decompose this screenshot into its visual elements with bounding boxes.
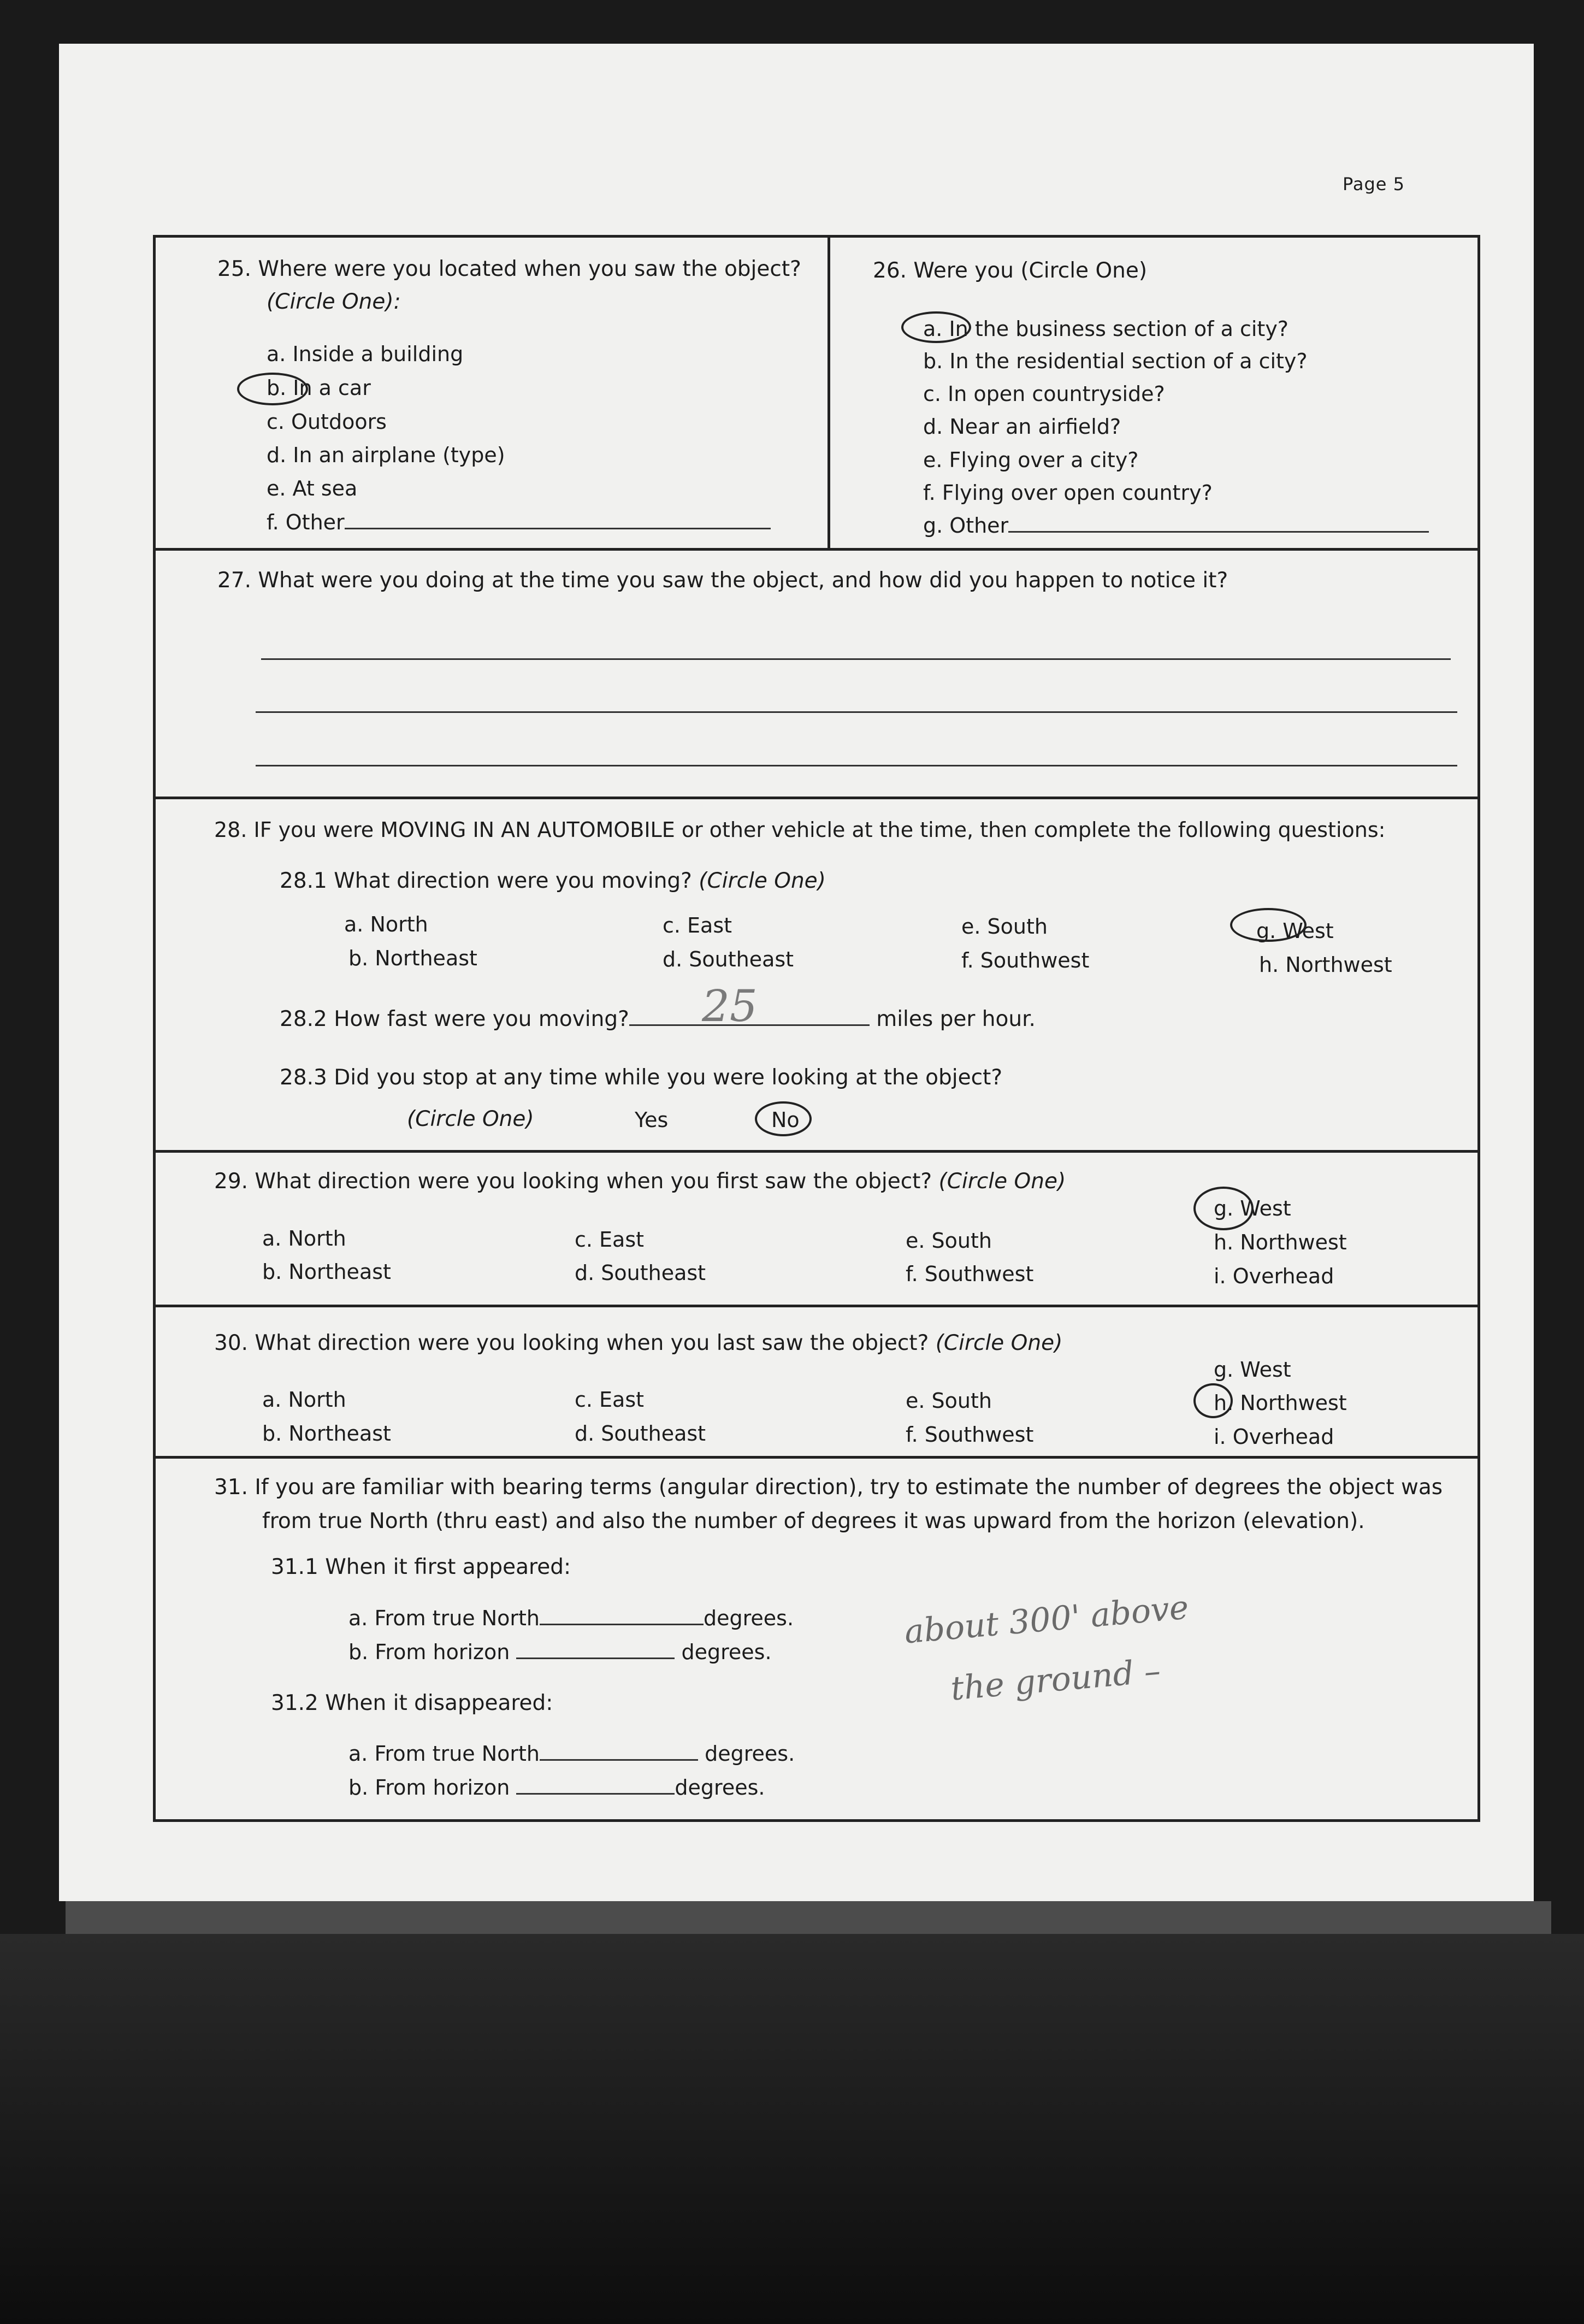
q28-3-circle-note: (Circle One) bbox=[407, 1107, 534, 1131]
q30-option-e[interactable]: e. South bbox=[906, 1389, 992, 1413]
q26-answer-circle bbox=[901, 311, 971, 343]
q25-subtitle: (Circle One): bbox=[267, 290, 401, 314]
q27-answer-line-3[interactable] bbox=[256, 765, 1457, 766]
q30-option-g[interactable]: g. West bbox=[1214, 1358, 1291, 1382]
q31-2-b-input[interactable] bbox=[516, 1777, 675, 1795]
divider-after-27 bbox=[153, 797, 1480, 799]
q25-option-a[interactable]: a. Inside a building bbox=[267, 342, 464, 366]
q31-2-b-row bbox=[348, 1776, 765, 1800]
q28-2-handwritten-answer: 25 bbox=[702, 981, 758, 1031]
q25-other-line[interactable] bbox=[345, 511, 771, 529]
q30-option-d[interactable]: d. Southeast bbox=[575, 1421, 706, 1446]
divider-after-29 bbox=[153, 1305, 1480, 1307]
q26-other-line[interactable] bbox=[1008, 515, 1429, 533]
q26-option-d[interactable]: d. Near an airfield? bbox=[923, 415, 1121, 439]
q25-option-b[interactable]: b. In a car bbox=[267, 376, 371, 400]
q25-title: 25. Where were you located when you saw the object? bbox=[217, 257, 801, 281]
q31-2-b-suffix: degrees. bbox=[675, 1776, 765, 1800]
q29-answer-circle bbox=[1193, 1187, 1254, 1230]
q31-1-b-suffix: degrees. bbox=[681, 1640, 772, 1664]
q25-option-c[interactable]: c. Outdoors bbox=[267, 410, 387, 434]
q25-option-d[interactable]: d. In an airplane (type) bbox=[267, 443, 505, 467]
q28-3-question: 28.3 Did you stop at any time while you were looking at the object? bbox=[280, 1065, 1003, 1090]
divider-after-25-26 bbox=[153, 548, 1480, 551]
paper-shadow bbox=[66, 1901, 1551, 1934]
q25-answer-circle bbox=[237, 373, 308, 405]
q31-1-a-label: a. From true North bbox=[348, 1606, 540, 1630]
q28-2-question: 28.2 How fast were you moving? bbox=[280, 1007, 629, 1031]
q31-1-a-row bbox=[348, 1606, 794, 1630]
q30-answer-circle bbox=[1193, 1383, 1233, 1418]
q31-2-a-suffix: degrees. bbox=[705, 1742, 795, 1766]
q31-text-line-2: from true North (thru east) and also the number of degrees it was upward from the horizon (elevation). bbox=[262, 1509, 1365, 1533]
q25-option-e[interactable]: e. At sea bbox=[267, 476, 358, 500]
q30-circle-note: (Circle One) bbox=[935, 1331, 1063, 1355]
q30-option-a[interactable]: a. North bbox=[262, 1388, 346, 1412]
divider-after-28 bbox=[153, 1150, 1480, 1153]
q28-3-option-no[interactable]: No bbox=[771, 1108, 800, 1132]
q31-1-a-suffix: degrees. bbox=[704, 1606, 794, 1630]
q26-option-g[interactable] bbox=[923, 514, 1429, 538]
q25-option-f[interactable] bbox=[267, 510, 771, 534]
q28-1-option-a[interactable]: a. North bbox=[344, 912, 428, 936]
q30-option-b[interactable]: b. Northeast bbox=[262, 1421, 391, 1446]
q29-option-g[interactable]: g. West bbox=[1214, 1196, 1291, 1220]
q29-option-i[interactable]: i. Overhead bbox=[1214, 1264, 1334, 1288]
q30-option-i[interactable]: i. Overhead bbox=[1214, 1425, 1334, 1449]
q29-option-b[interactable]: b. Northeast bbox=[262, 1260, 391, 1284]
q26-option-c[interactable]: c. In open countryside? bbox=[923, 382, 1165, 406]
q26-option-f[interactable]: f. Flying over open country? bbox=[923, 481, 1213, 505]
q30-option-f[interactable]: f. Southwest bbox=[906, 1423, 1034, 1447]
q31-text-line-1: 31. If you are familiar with bearing terms (angular direction), try to estimate the number of degrees the object was bbox=[214, 1475, 1443, 1500]
q29-question: 29. What direction were you looking when you first saw the object? bbox=[214, 1169, 932, 1194]
q29-circle-note: (Circle One) bbox=[938, 1169, 1066, 1194]
divider-25-26 bbox=[828, 235, 830, 549]
q31-1-b-input[interactable] bbox=[516, 1641, 675, 1659]
q26-option-g-label: g. Other bbox=[923, 514, 1009, 538]
q31-2-a-input[interactable] bbox=[540, 1743, 698, 1761]
q31-handwritten-note-line-2: the ground – bbox=[949, 1651, 1162, 1708]
q31-2-a-row bbox=[348, 1742, 795, 1766]
q26-option-a[interactable]: a. In the business section of a city? bbox=[923, 317, 1289, 341]
q28-2-row bbox=[280, 1007, 1036, 1031]
q28-1-answer-circle bbox=[1230, 908, 1307, 942]
q27-answer-line-1[interactable] bbox=[261, 658, 1451, 660]
q28-3-answer-circle bbox=[755, 1101, 812, 1136]
q28-1-option-c[interactable]: c. East bbox=[663, 913, 732, 937]
q26-option-b[interactable]: b. In the residential section of a city? bbox=[923, 349, 1308, 373]
q28-1-option-g[interactable]: g. West bbox=[1256, 919, 1334, 943]
q30-question: 30. What direction were you looking when you last saw the object? bbox=[214, 1331, 929, 1355]
q28-1-option-f[interactable]: f. Southwest bbox=[961, 948, 1090, 972]
scan-background bbox=[0, 1934, 1584, 2324]
q31-1-a-input[interactable] bbox=[540, 1607, 704, 1625]
q27-answer-line-2[interactable] bbox=[256, 711, 1457, 713]
q28-1-circle-note: (Circle One) bbox=[699, 869, 826, 893]
q30-title-row bbox=[214, 1331, 1062, 1355]
q30-option-h[interactable]: h. Northwest bbox=[1214, 1391, 1347, 1415]
q31-2-label: 31.2 When it disappeared: bbox=[271, 1691, 553, 1715]
q29-option-f[interactable]: f. Southwest bbox=[906, 1262, 1034, 1286]
q28-1-option-b[interactable]: b. Northeast bbox=[348, 946, 477, 970]
q29-option-d[interactable]: d. Southeast bbox=[575, 1261, 706, 1285]
q31-1-label: 31.1 When it first appeared: bbox=[271, 1555, 571, 1579]
q28-1-label bbox=[280, 869, 826, 893]
q28-3-option-yes[interactable]: Yes bbox=[635, 1108, 669, 1132]
q26-option-e[interactable]: e. Flying over a city? bbox=[923, 448, 1139, 472]
q28-1-question: 28.1 What direction were you moving? bbox=[280, 869, 692, 893]
q28-1-option-e[interactable]: e. South bbox=[961, 915, 1048, 939]
q29-option-c[interactable]: c. East bbox=[575, 1228, 645, 1252]
page-number: Page 5 bbox=[1343, 174, 1405, 194]
q28-title: 28. IF you were MOVING IN AN AUTOMOBILE or other vehicle at the time, then complete the following questions: bbox=[214, 818, 1386, 842]
q31-2-b-label: b. From horizon bbox=[348, 1776, 510, 1800]
q29-title-row bbox=[214, 1169, 1066, 1194]
q26-title: 26. Were you (Circle One) bbox=[873, 258, 1148, 283]
q28-1-option-d[interactable]: d. Southeast bbox=[663, 947, 794, 971]
q29-option-e[interactable]: e. South bbox=[906, 1229, 992, 1253]
q31-1-b-row bbox=[348, 1640, 772, 1664]
q29-option-h[interactable]: h. Northwest bbox=[1214, 1230, 1347, 1254]
q31-2-a-label: a. From true North bbox=[348, 1742, 540, 1766]
q31-1-b-label: b. From horizon bbox=[348, 1640, 510, 1664]
q28-1-option-h[interactable]: h. Northwest bbox=[1259, 953, 1392, 977]
divider-after-30 bbox=[153, 1456, 1480, 1459]
q31-handwritten-note-line-1: about 300' above bbox=[902, 1588, 1190, 1651]
q25-option-f-label: f. Other bbox=[267, 510, 345, 534]
q27-title: 27. What were you doing at the time you saw the object, and how did you happen to notice it? bbox=[217, 568, 1228, 593]
q30-option-c[interactable]: c. East bbox=[575, 1388, 645, 1412]
q29-option-a[interactable]: a. North bbox=[262, 1226, 346, 1251]
q28-2-suffix: miles per hour. bbox=[876, 1007, 1036, 1031]
